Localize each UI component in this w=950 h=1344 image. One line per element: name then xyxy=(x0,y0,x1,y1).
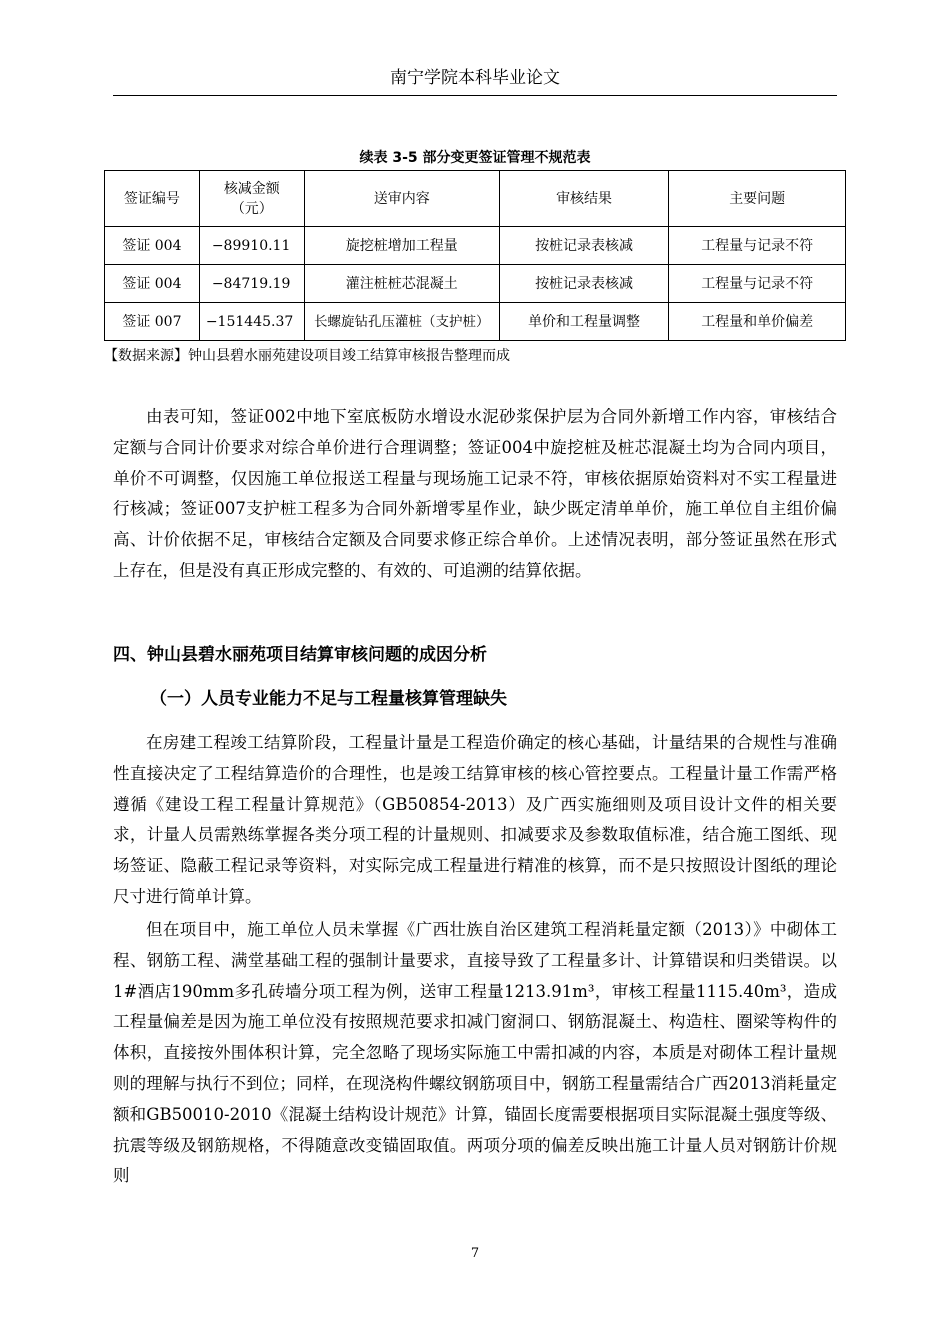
table-header-row xyxy=(105,171,846,227)
body-paragraph: 但在项目中，施工单位人员未掌握《广西壮族自治区建筑工程消耗量定额（2013）》中砌体工程、钢筋工程、满堂基础工程的强制计量要求，直接导致了工程量多计、计算错误和归类错误。以1#酒店190mm多孔砖墙分项工程为例，送审工程量1213.91m³，审核工程量1115.40m³，造成工程量偏差是因为施工单位没有按照规范要求扣减门窗洞口、钢筋混凝土、构造柱、圈梁等构件的体积，直接按外围体积计算，完全忽略了现场实际施工中需扣减的内容，本质是对砌体工程计量规则的理解与执行不到位；同样，在现浇构件螺纹钢筋项目中，钢筋工程量需结合广西2013消耗量定额和GB50010-2010《混凝土结构设计规范》计算，锚固长度需要根据项目实际混凝土强度等级、抗震等级及钢筋规格，不得随意改变锚固取值。两项分项的偏差反映出施工计量人员对钢筋计价规则 xyxy=(113,920,837,1186)
table-cell: 长螺旋钻孔压灌桩（支护桩） xyxy=(304,303,499,341)
table-cell: 工程量与记录不符 xyxy=(669,265,846,303)
table-cell: 签证 004 xyxy=(105,265,200,303)
table-cell: 签证 004 xyxy=(105,227,200,265)
table-row xyxy=(105,265,846,303)
body-paragraph: 由表可知，签证002中地下室底板防水增设水泥砂浆保护层为合同外新增工作内容，审核结合定额与合同计价要求对综合单价进行合理调整；签证004中旋挖桩及桩芯混凝土均为合同内项目，单价不可调整，仅因施工单位报送工程量与现场施工记录不符，审核依据原始资料对不实工程量进行核减；签证007支护桩工程多为合同外新增零星作业，缺少既定清单单价，施工单位自主组价偏高、计价依据不足，审核结合定额及合同要求修正综合单价。上述情况表明，部分签证虽然在形式上存在，但是没有真正形成完整的、有效的、可追溯的结算依据。 xyxy=(113,407,837,580)
body-paragraph: 在房建工程竣工结算阶段，工程量计量是工程造价确定的核心基础，计量结果的合规性与准确性直接决定了工程结算造价的合理性，也是竣工结算审核的核心管控要点。工程量计量工作需严格遵循《建设工程工程量计算规范》（GB50854-2013）及广西实施细则及项目设计文件的相关要求，计量人员需熟练掌握各类分项工程的计量规则、扣减要求及参数取值标准，结合施工图纸、现场签证、隐蔽工程记录等资料，对实际完成工程量进行精准的核算，而不是只按照设计图纸的理论尺寸进行简单计算。 xyxy=(113,733,837,906)
table-caption: 续表 3-5 部分变更签证管理不规范表 xyxy=(359,150,591,166)
table-source-note: 【数据来源】钟山县碧水丽苑建设项目竣工结算审核报告整理而成 xyxy=(104,348,510,364)
table-cell: −151445.37 xyxy=(199,303,304,341)
table-header-cell: 核减金额（元） xyxy=(199,171,304,227)
table-cell: 按桩记录表核减 xyxy=(499,227,669,265)
table-cell: 旋挖桩增加工程量 xyxy=(304,227,499,265)
table-header-cell: 审核结果 xyxy=(499,171,669,227)
section-heading: 四、钟山县碧水丽苑项目结算审核问题的成因分析 xyxy=(113,645,487,665)
table-header-cell: 主要问题 xyxy=(669,171,846,227)
running-header: 南宁学院本科毕业论文 xyxy=(390,68,560,88)
table-cell: 工程量与记录不符 xyxy=(669,227,846,265)
table-cell: 单价和工程量调整 xyxy=(499,303,669,341)
audit-table xyxy=(104,170,846,341)
table-cell: −89910.11 xyxy=(199,227,304,265)
table-row xyxy=(105,227,846,265)
subsection-heading: （一）人员专业能力不足与工程量核算管理缺失 xyxy=(150,689,507,709)
table-cell: −84719.19 xyxy=(199,265,304,303)
header-rule xyxy=(113,95,837,96)
table-cell: 按桩记录表核减 xyxy=(499,265,669,303)
page-number: 7 xyxy=(470,1246,480,1261)
table-header-cell: 签证编号 xyxy=(105,171,200,227)
table-row xyxy=(105,303,846,341)
table-cell: 签证 007 xyxy=(105,303,200,341)
table-cell: 工程量和单价偏差 xyxy=(669,303,846,341)
table-header-cell: 送审内容 xyxy=(304,171,499,227)
table-cell: 灌注桩桩芯混凝土 xyxy=(304,265,499,303)
